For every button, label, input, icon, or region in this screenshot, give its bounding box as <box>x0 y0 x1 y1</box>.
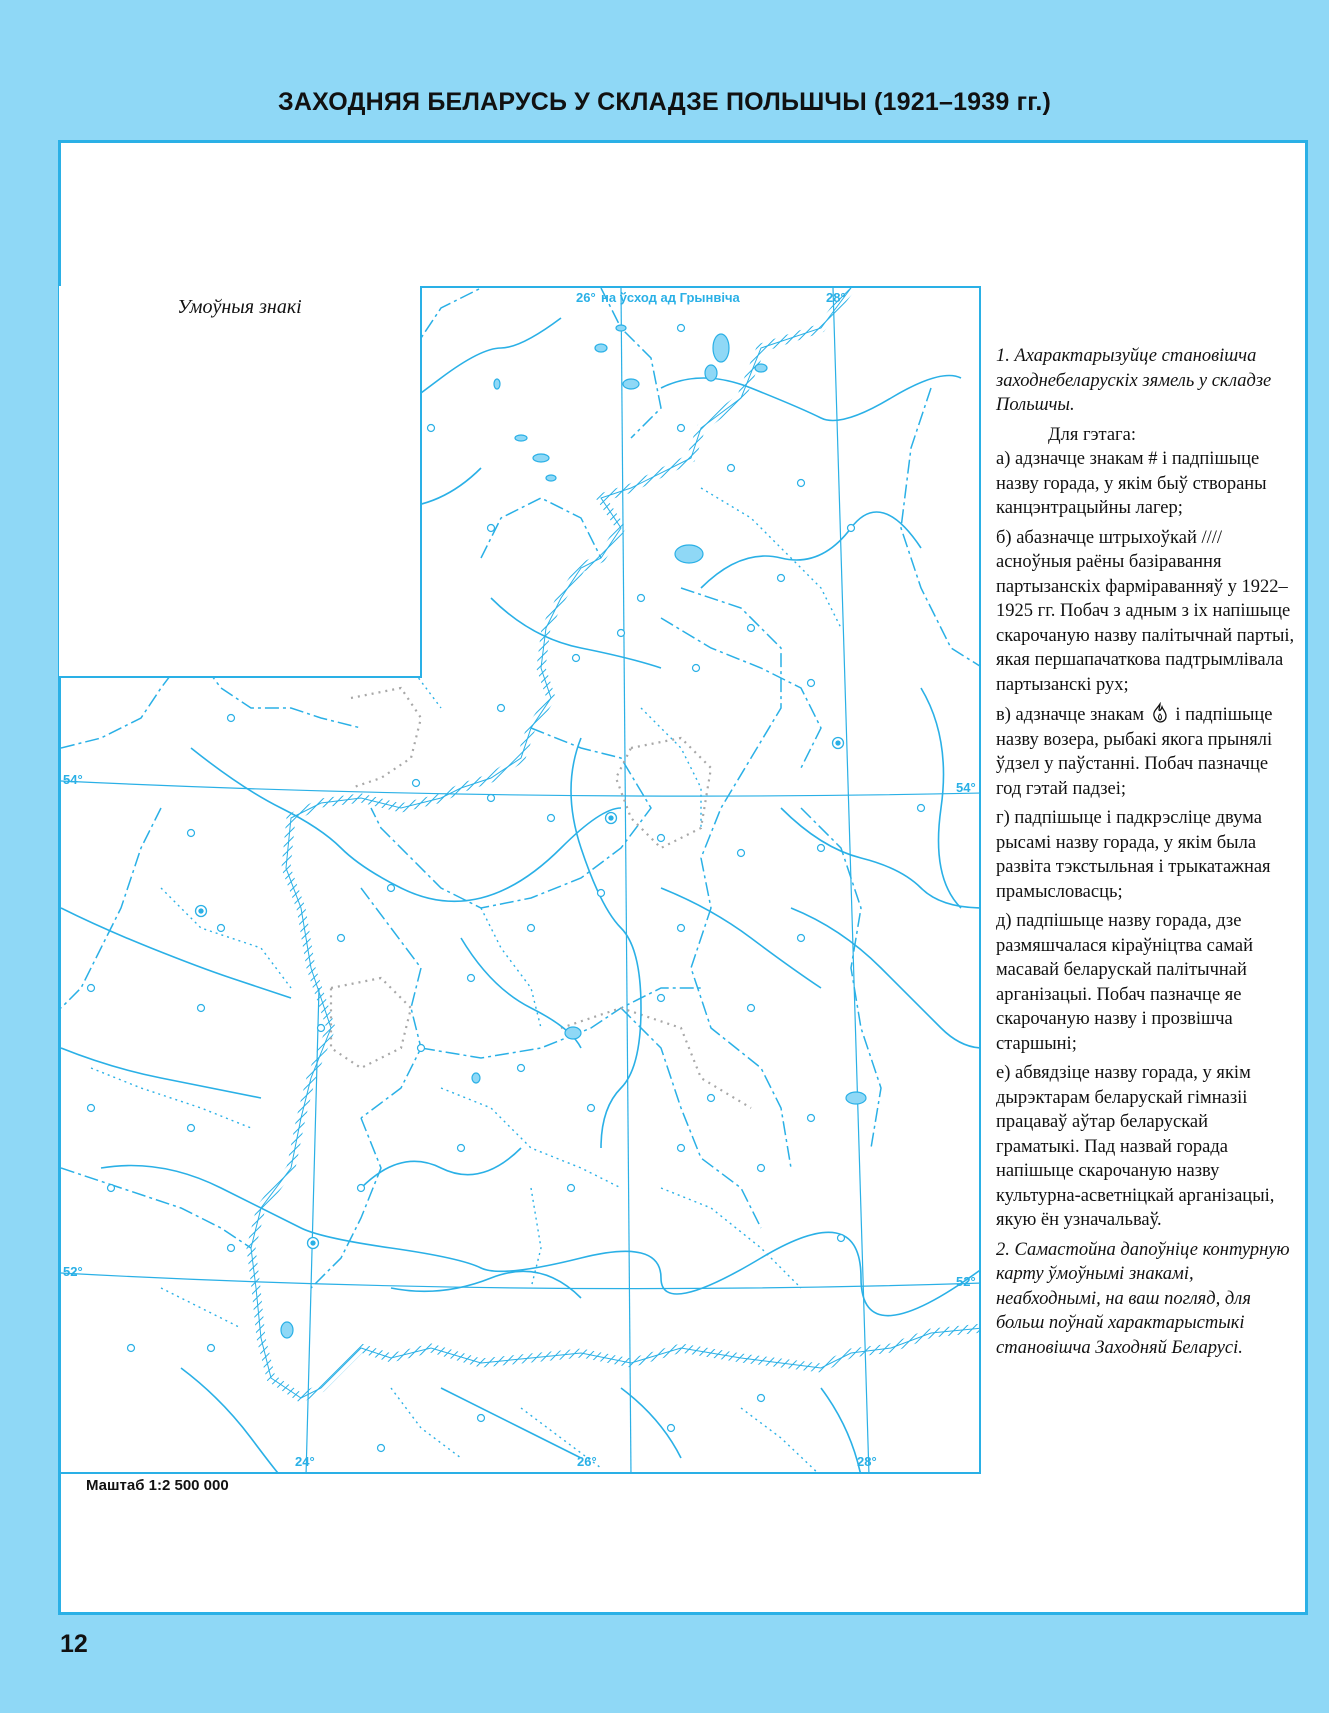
river <box>181 1368 281 1474</box>
parallel-52 <box>61 1273 981 1289</box>
meridian-28-bottom-label: 28° <box>857 1454 877 1469</box>
river <box>361 1148 521 1188</box>
parallel-52-right-label: 52° <box>956 1274 976 1289</box>
fire-icon <box>1149 702 1171 724</box>
river <box>791 908 981 1048</box>
parallel-54-left-label: 54° <box>63 772 83 787</box>
meridian-26-top-label: 26° <box>576 290 596 305</box>
task-item-g: г) падпішыце і падкрэсліце двума рысамі назву горада, у якім была развіта тэкстыльная і трыкатажная прамысловасць; <box>996 808 1271 902</box>
meridian-24-bottom-label: 24° <box>295 1454 315 1469</box>
parallel-54 <box>61 781 981 796</box>
page-number: 12 <box>60 1630 88 1658</box>
meridian-28-top-label: 28° <box>826 290 846 305</box>
parallel-52-left-label: 52° <box>63 1264 83 1279</box>
legend-title: Умоўныя знакі <box>177 296 302 318</box>
task-1-heading: 1. Ахарактарызуйце становішча заходнебеларускіх зямель у складзе Польшчы. <box>996 346 1272 415</box>
task-item-v <box>996 702 1296 801</box>
river <box>781 808 981 908</box>
river <box>61 908 291 998</box>
task-panel <box>996 344 1296 1365</box>
task-2: 2. Самастойна дапоўніце контурную карту ўмоўнымі знакамі, неабходнымі, на ваш погляд, для больш поўнай характарыстыкі становішча Заходняй Беларусі. <box>996 1239 1290 1358</box>
task-item-v-start: в) адзначце знакам <box>996 705 1145 725</box>
river <box>701 512 921 588</box>
task-item-v-end: і падпішыце назву возера, рыбакі якога прынялі ўдзел у паўстанні. Побач пазначце год гэтай падзеі; <box>996 705 1273 799</box>
meridian-26 <box>621 288 631 1474</box>
task-item-b: б) абазначце штрыхоўкай //// асноўныя раёны базіравання партызанскіх фарміраванняў у 1922–1925 гг. Побач з адным з іх напішыце скарочаную назву палітычнай партыі, якая першапачаткова падтрымлівала партызанскі рух; <box>996 527 1295 695</box>
river <box>191 748 621 901</box>
map-scale: Маштаб 1:2 500 000 <box>86 1477 229 1494</box>
task-item-d: д) падпішыце назву горада, дзе размяшчалася кіраўніцтва самай масавай беларускай палітычнай арганізацыі. Побач пазначце яе скарочаную назву і прозвішча старшыні; <box>996 911 1253 1054</box>
river <box>61 1048 261 1098</box>
meridian-note: на ўсход ад Грынвіча <box>601 290 740 305</box>
river <box>101 1166 981 1316</box>
meridian-26-bottom-label: 26° <box>577 1454 597 1469</box>
river <box>821 1388 861 1474</box>
task-item-e: е) абвядзіце назву горада, у якім дырэктарам беларускай гімназіі працаваў аўтар беларускай граматыкі. Пад назвай горада напішыце скарочаную назву культурна-асветніцкай арганізацыі, якую ён узначальваў. <box>996 1063 1275 1230</box>
river <box>441 1388 581 1458</box>
river <box>461 938 581 1048</box>
page-title: ЗАХОДНЯЯ БЕЛАРУСЬ У СКЛАДЗЕ ПОЛЬШЧЫ (1921–1939 гг.) <box>277 88 1052 116</box>
task-item-a: а) адзначце знакам # і падпішыце назву горада, у якім быў створаны канцэнтрацыйны лагер; <box>996 449 1267 518</box>
river <box>921 688 961 908</box>
task-1-intro: Для гэтага: <box>1048 424 1136 445</box>
parallel-54-right-label: 54° <box>956 780 976 795</box>
river <box>571 738 641 1148</box>
river <box>661 376 961 421</box>
map-legend[interactable] <box>59 286 422 678</box>
river <box>391 1271 581 1298</box>
